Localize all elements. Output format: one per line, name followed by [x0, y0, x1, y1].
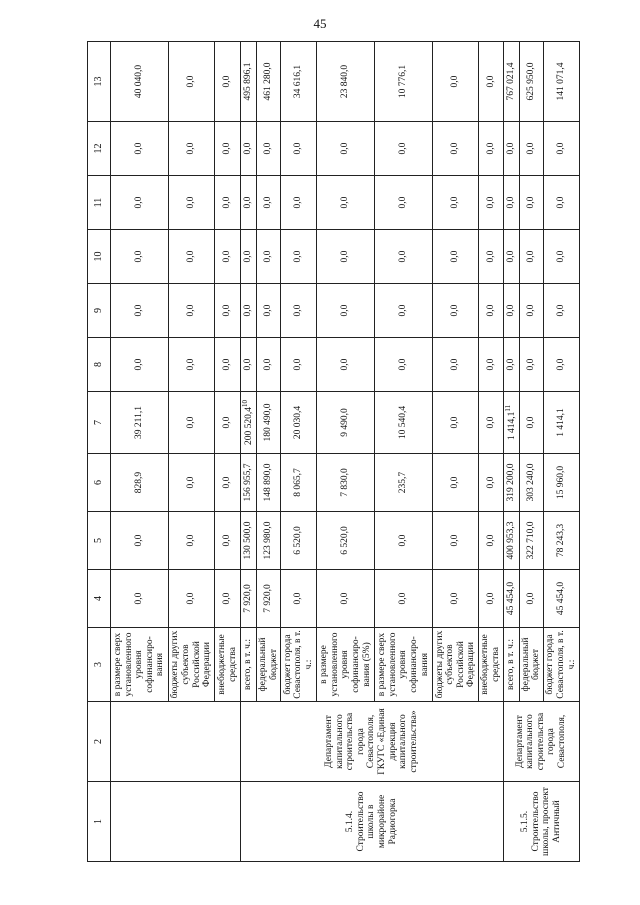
header-cell: 7: [88, 392, 111, 454]
value-cell: 0,0: [519, 176, 543, 230]
value-cell: 0,0: [519, 122, 543, 176]
value-cell: 0,0: [281, 570, 317, 628]
value-cell: 0,0: [169, 122, 215, 176]
financing-table: [87, 41, 580, 862]
footnote-mark: 10: [241, 400, 250, 407]
value-cell: 0,0: [257, 122, 281, 176]
value-cell: 15 960,0: [543, 454, 579, 512]
value-cell: 0,0: [241, 230, 257, 284]
value-cell: 123 980,0: [257, 512, 281, 570]
value-cell: 0,0: [375, 122, 433, 176]
value-cell: 40 040,0: [111, 42, 169, 122]
value-cell: 0,0: [375, 512, 433, 570]
value-cell: 0,0: [215, 570, 241, 628]
value-cell: 0,0: [433, 512, 479, 570]
footnote-mark: 11: [503, 404, 512, 412]
item-name-cell: 5.1.4. Строительство школы в микрорайоне Радиогорка: [241, 782, 504, 862]
executor-cell: Департамент капитального строительства города Севастополя,: [503, 702, 579, 782]
value-cell: 0,0: [317, 338, 375, 392]
value-cell: 141 071,4: [543, 42, 579, 122]
value-cell: 20 030,4: [281, 392, 317, 454]
value-cell: 0,0: [241, 122, 257, 176]
executor-cell: Департамент капитального строительства города Севастополя, ГКУГС «Единая дирекция капитального строительства»: [241, 702, 504, 782]
value-cell: 0,0: [543, 176, 579, 230]
value-cell: 8 065,7: [281, 454, 317, 512]
value-cell: 303 240,0: [519, 454, 543, 512]
value-cell: 495 896,1: [241, 42, 257, 122]
value-cell: 322 710,0: [519, 512, 543, 570]
value-cell: 0,0: [257, 338, 281, 392]
value-cell: 0,0: [169, 570, 215, 628]
value-cell: 0,0: [215, 338, 241, 392]
value-cell: 0,0: [215, 42, 241, 122]
value-cell: 0,0: [215, 176, 241, 230]
value-cell: 0,0: [317, 176, 375, 230]
value-cell: 0,0: [433, 176, 479, 230]
value-cell: 0,0: [479, 454, 503, 512]
value-cell: 0,0: [433, 284, 479, 338]
source-cell: бюджет города Севастополя, в т. ч.:: [543, 628, 579, 702]
value-cell: 0,0: [503, 230, 519, 284]
value-cell: 400 953,3: [503, 512, 519, 570]
header-cell: 2: [88, 702, 111, 782]
value-cell: 0,0: [519, 392, 543, 454]
value-cell: 0,0: [215, 230, 241, 284]
value-cell: 156 955,7: [241, 454, 257, 512]
value-cell: 0,0: [543, 122, 579, 176]
value-cell: 0,0: [375, 570, 433, 628]
source-cell: бюджеты других субъектов Российской Федерации: [433, 628, 479, 702]
value-cell: 0,0: [433, 230, 479, 284]
value-text: 1 414,1: [506, 411, 517, 441]
value-cell: 625 950,0: [519, 42, 543, 122]
value-cell: [241, 392, 257, 454]
value-cell: 45 454,0: [543, 570, 579, 628]
value-cell: 0,0: [503, 338, 519, 392]
value-cell: 0,0: [317, 230, 375, 284]
source-cell: бюджеты других субъектов Российской Федерации: [169, 628, 215, 702]
header-cell: 12: [88, 122, 111, 176]
value-cell: 0,0: [519, 284, 543, 338]
value-cell: 0,0: [375, 230, 433, 284]
value-cell: 0,0: [241, 176, 257, 230]
value-cell: 45 454,0: [503, 570, 519, 628]
value-cell: 0,0: [479, 230, 503, 284]
value-cell: 0,0: [169, 230, 215, 284]
value-cell: 0,0: [503, 176, 519, 230]
value-cell: 7 920,0: [241, 570, 257, 628]
item-name-cell: [111, 782, 241, 862]
value-cell: 130 500,0: [241, 512, 257, 570]
table-row: [503, 42, 519, 862]
value-cell: 180 490,0: [257, 392, 281, 454]
value-cell: 7 920,0: [257, 570, 281, 628]
value-cell: 0,0: [519, 230, 543, 284]
item-name-cell: 5.1.5. Строительство школы, проспект Античный: [503, 782, 579, 862]
value-cell: 9 490,0: [317, 392, 375, 454]
source-cell: федеральный бюджет: [519, 628, 543, 702]
value-cell: 10 776,1: [375, 42, 433, 122]
value-cell: 0,0: [111, 512, 169, 570]
value-cell: 0,0: [111, 122, 169, 176]
value-cell: 0,0: [169, 338, 215, 392]
rotated-table-container: [87, 42, 577, 862]
value-cell: 0,0: [169, 392, 215, 454]
source-cell: внебюджетные средства: [479, 628, 503, 702]
value-cell: 235,7: [375, 454, 433, 512]
value-cell: 319 200,0: [503, 454, 519, 512]
value-cell: 0,0: [433, 570, 479, 628]
value-cell: 0,0: [479, 512, 503, 570]
value-cell: 0,0: [215, 454, 241, 512]
value-cell: 828,9: [111, 454, 169, 512]
value-cell: 0,0: [281, 338, 317, 392]
value-cell: 0,0: [503, 284, 519, 338]
value-cell: 148 890,0: [257, 454, 281, 512]
header-cell: 13: [88, 42, 111, 122]
value-cell: 0,0: [241, 284, 257, 338]
value-cell: 0,0: [281, 176, 317, 230]
value-cell: 0,0: [257, 284, 281, 338]
value-cell: 0,0: [433, 338, 479, 392]
header-cell: 5: [88, 512, 111, 570]
value-cell: 0,0: [375, 176, 433, 230]
value-cell: 0,0: [111, 284, 169, 338]
value-cell: 0,0: [375, 338, 433, 392]
header-row: [88, 42, 111, 862]
header-cell: 11: [88, 176, 111, 230]
value-cell: 0,0: [433, 454, 479, 512]
header-cell: 4: [88, 570, 111, 628]
value-cell: 0,0: [257, 230, 281, 284]
value-cell: 7 830,0: [317, 454, 375, 512]
value-cell: 0,0: [111, 338, 169, 392]
value-cell: 0,0: [241, 338, 257, 392]
value-cell: 0,0: [433, 42, 479, 122]
value-cell: 0,0: [503, 122, 519, 176]
value-cell: 0,0: [479, 570, 503, 628]
value-cell: 0,0: [169, 284, 215, 338]
header-cell: 10: [88, 230, 111, 284]
value-cell: 1 414,1: [543, 392, 579, 454]
value-cell: 0,0: [433, 392, 479, 454]
value-cell: 0,0: [479, 122, 503, 176]
value-cell: 0,0: [111, 570, 169, 628]
value-cell: 0,0: [281, 122, 317, 176]
value-cell: [503, 392, 519, 454]
value-cell: 0,0: [479, 392, 503, 454]
value-cell: 0,0: [543, 230, 579, 284]
table-row: [111, 42, 169, 862]
source-cell: внебюджетные средства: [215, 628, 241, 702]
value-cell: 0,0: [317, 570, 375, 628]
value-cell: 0,0: [215, 122, 241, 176]
value-cell: 0,0: [111, 230, 169, 284]
header-cell: 6: [88, 454, 111, 512]
header-cell: 8: [88, 338, 111, 392]
value-cell: 0,0: [169, 42, 215, 122]
header-cell: 9: [88, 284, 111, 338]
page-number: 45: [313, 16, 327, 31]
value-cell: 0,0: [215, 392, 241, 454]
value-cell: 0,0: [479, 176, 503, 230]
value-cell: 0,0: [169, 454, 215, 512]
value-cell: 0,0: [281, 230, 317, 284]
value-cell: 0,0: [317, 284, 375, 338]
source-cell: в размере сверх установленного уровня софинансиро-вания: [111, 628, 169, 702]
value-cell: 0,0: [169, 512, 215, 570]
source-cell: в размере установленного уровня софинансиро-вания (5%): [317, 628, 375, 702]
executor-cell: [111, 702, 241, 782]
source-cell: федеральный бюджет: [257, 628, 281, 702]
value-cell: 6 520,0: [281, 512, 317, 570]
value-cell: 78 243,3: [543, 512, 579, 570]
value-cell: 0,0: [281, 284, 317, 338]
value-cell: 0,0: [433, 122, 479, 176]
value-cell: 0,0: [169, 176, 215, 230]
header-cell: 1: [88, 782, 111, 862]
value-cell: 23 840,0: [317, 42, 375, 122]
value-cell: 0,0: [543, 284, 579, 338]
value-cell: 10 540,4: [375, 392, 433, 454]
value-cell: 0,0: [215, 284, 241, 338]
value-cell: 0,0: [257, 176, 281, 230]
value-cell: 767 021,4: [503, 42, 519, 122]
table-row: [241, 42, 257, 862]
header-cell: 3: [88, 628, 111, 702]
value-cell: 0,0: [543, 338, 579, 392]
source-cell: в размере сверх установленного уровня софинансиро-вания: [375, 628, 433, 702]
value-cell: 6 520,0: [317, 512, 375, 570]
value-cell: 0,0: [215, 512, 241, 570]
value-cell: 461 280,0: [257, 42, 281, 122]
value-cell: 34 616,1: [281, 42, 317, 122]
value-cell: 0,0: [519, 570, 543, 628]
value-cell: 0,0: [375, 284, 433, 338]
value-cell: 0,0: [519, 338, 543, 392]
value-cell: 39 211,1: [111, 392, 169, 454]
value-text: 200 520,4: [244, 407, 255, 445]
value-cell: 0,0: [317, 122, 375, 176]
value-cell: 0,0: [479, 42, 503, 122]
value-cell: 0,0: [479, 338, 503, 392]
source-cell: бюджет города Севастополя, в т. ч.:: [281, 628, 317, 702]
source-cell: всего, в т. ч.:: [241, 628, 257, 702]
value-cell: 0,0: [111, 176, 169, 230]
value-cell: 0,0: [479, 284, 503, 338]
source-cell: всего, в т. ч.:: [503, 628, 519, 702]
